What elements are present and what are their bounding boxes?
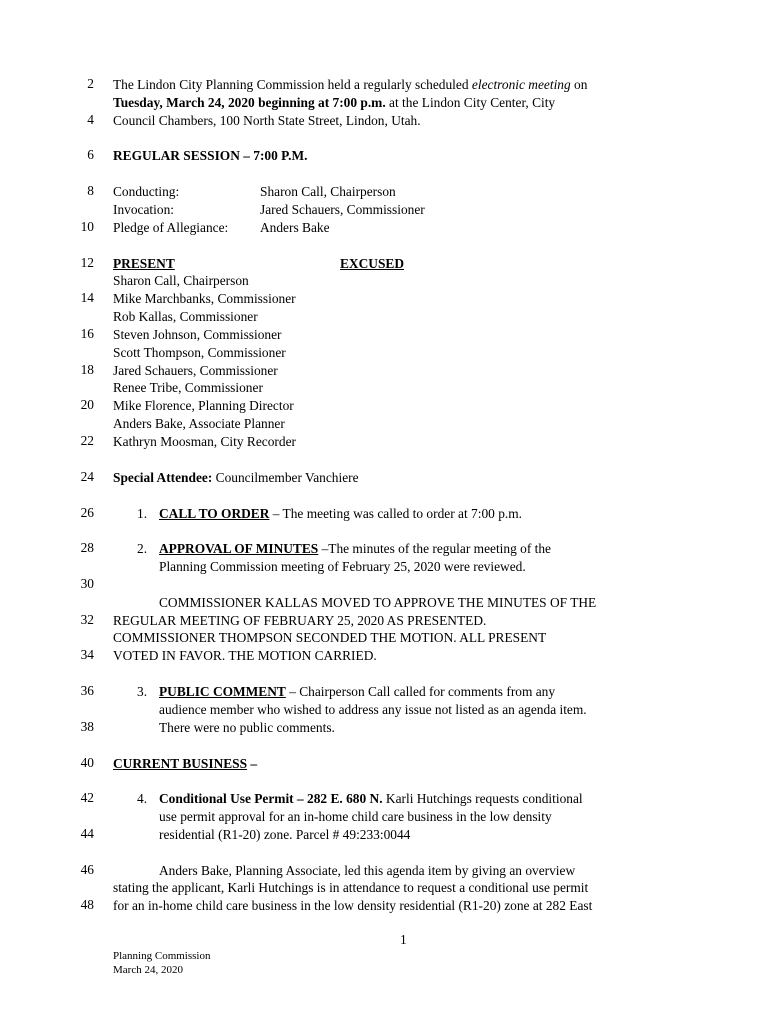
line-number: 34 [80,647,94,662]
line-number: 2 [87,76,94,91]
item-number: 2. [137,541,148,556]
line-number: 42 [80,790,94,805]
line-number: 44 [80,826,94,841]
line-number: 40 [80,755,94,770]
attendee: Anders Bake, Associate Planner [113,416,285,431]
line-number: 6 [87,147,94,162]
role-value: Anders Bake [260,220,330,235]
attendee: Jared Schauers, Commissioner [113,363,278,378]
motion-line: REGULAR MEETING OF FEBRUARY 25, 2020 AS PRESENTED. [113,613,487,628]
line-number: 48 [80,897,94,912]
item-text: use permit approval for an in-home child care business in the low density [159,809,552,824]
session-heading: REGULAR SESSION – 7:00 P.M. [113,148,308,163]
line-number: 10 [80,219,94,234]
page-number: 1 [400,932,407,947]
item-number: 1. [137,506,148,521]
line-number: 30 [80,576,94,591]
paragraph-line: stating the applicant, Karli Hutchings is in attendance to request a conditional use permit [113,880,589,895]
line-number: 24 [80,469,94,484]
role-label: Pledge of Allegiance: [113,220,229,235]
item-conditional-use-permit: Conditional Use Permit – 282 E. 680 N. Karli Hutchings requests conditional [159,791,583,806]
motion-line: COMMISSIONER THOMPSON SECONDED THE MOTION. ALL PRESENT [113,630,547,645]
item-number: 4. [137,791,148,806]
paragraph-line: for an in-home child care business in the low density residential (R1-20) zone at 282 East [113,898,593,913]
attendee: Steven Johnson, Commissioner [113,327,282,342]
line-number: 4 [87,112,94,127]
attendee: Mike Florence, Planning Director [113,398,294,413]
special-attendee: Special Attendee: Councilmember Vanchiere [113,470,359,485]
item-public-comment: PUBLIC COMMENT – Chairperson Call called for comments from any [159,684,556,699]
footer-title: Planning Commission [113,950,211,962]
footer-date: March 24, 2020 [113,964,183,976]
line-number: 36 [80,683,94,698]
attendee: Rob Kallas, Commissioner [113,309,258,324]
role-value: Sharon Call, Chairperson [260,184,396,199]
item-text: residential (R1-20) zone. Parcel # 49:233:0044 [159,827,411,842]
motion-line: COMMISSIONER KALLAS MOVED TO APPROVE THE MINUTES OF THE [159,595,597,610]
line-number: 38 [80,719,94,734]
present-heading: PRESENT [113,256,175,271]
attendee: Scott Thompson, Commissioner [113,345,286,360]
role-label: Conducting: [113,184,180,199]
line-number: 32 [80,612,94,627]
intro-line-1: The Lindon City Planning Commission held a regularly scheduled electronic meeting on [113,77,588,92]
line-number: 18 [80,362,94,377]
motion-line: VOTED IN FAVOR. THE MOTION CARRIED. [113,648,377,663]
item-number: 3. [137,684,148,699]
line-number: 26 [80,505,94,520]
line-number: 12 [80,255,94,270]
line-number: 20 [80,397,94,412]
paragraph-line: Anders Bake, Planning Associate, led this agenda item by giving an overview [159,863,576,878]
item-text: There were no public comments. [159,720,335,735]
intro-line-3: Council Chambers, 100 North State Street, Lindon, Utah. [113,113,421,128]
item-call-to-order: CALL TO ORDER – The meeting was called to order at 7:00 p.m. [159,506,523,521]
intro-line-2: Tuesday, March 24, 2020 beginning at 7:00 p.m. at the Lindon City Center, City [113,95,556,110]
line-number: 28 [80,540,94,555]
item-text: audience member who wished to address any issue not listed as an agenda item. [159,702,587,717]
line-number: 14 [80,290,94,305]
line-number: 8 [87,183,94,198]
role-value: Jared Schauers, Commissioner [260,202,425,217]
line-number: 46 [80,862,94,877]
role-label: Invocation: [113,202,174,217]
current-business-heading: CURRENT BUSINESS – [113,756,258,771]
attendee: Kathryn Moosman, City Recorder [113,434,296,449]
attendee: Mike Marchbanks, Commissioner [113,291,296,306]
attendee: Sharon Call, Chairperson [113,273,249,288]
item-text: Planning Commission meeting of February 25, 2020 were reviewed. [159,559,526,574]
attendee: Renee Tribe, Commissioner [113,380,263,395]
line-number: 16 [80,326,94,341]
excused-heading: EXCUSED [340,256,404,271]
line-number: 22 [80,433,94,448]
item-approval-of-minutes: APPROVAL OF MINUTES –The minutes of the regular meeting of the [159,541,551,556]
